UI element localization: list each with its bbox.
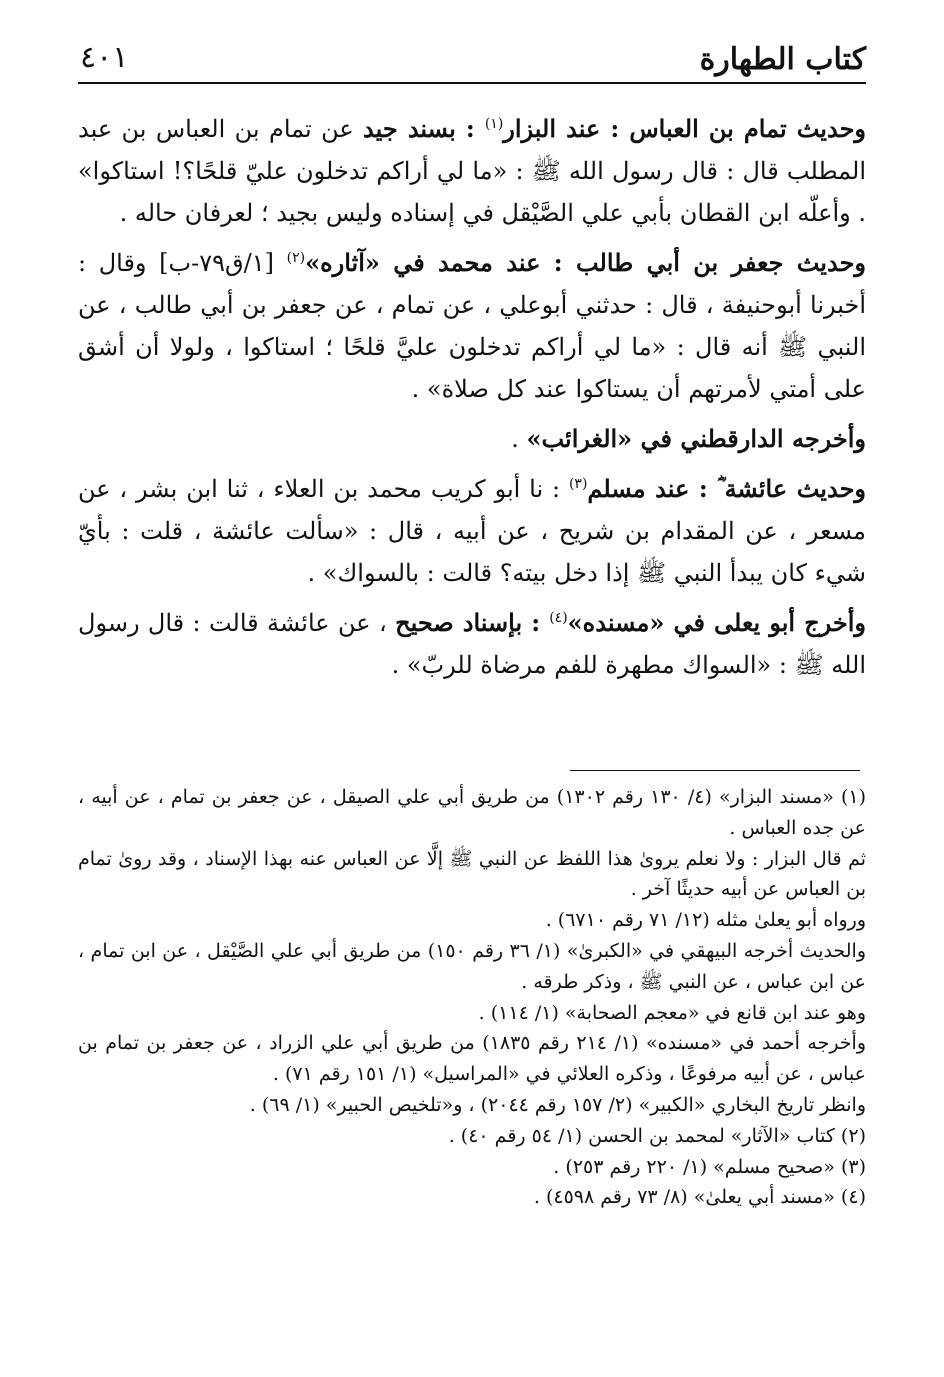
footnote-line: والحديث أخرجه البيهقي في «الكبرىٰ» (١/ ٣٦ رقم ١٥٠) من طريق أبي علي الصَّيْقل ، عن ابن تمام ، عن ابن عباس ، عن النبي ﷺ ، وذكر طرقه . (78, 939, 866, 993)
footnote-ref: (٢) (286, 250, 306, 266)
footnote-line: (١) «مسند البزار» (٤/ ١٣٠ رقم ١٣٠٢) من طريق أبي علي الصيقل ، عن جعفر بن تمام ، عن أبيه ، عن جده العباس . (78, 786, 867, 839)
paragraph-lead: وأخرج أبو يعلى في «مسنده» (567, 608, 867, 637)
paragraph (78, 418, 866, 460)
paragraph-lead: وحديث تمام بن العباس : عند البزار (503, 114, 867, 143)
paragraph-text: . (511, 425, 527, 453)
paragraph-lead: وحديث عائشة ؓ : عند مسلم (587, 474, 866, 503)
footnote-ref: (١) (484, 116, 504, 132)
paragraph-text: عن تمام بن العباس بن عبد المطلب قال : قال رسول الله ﷺ : «ما لي أراكم تدخلون عليّ قلحًا؟! استاكوا» . وأعلّه ابن القطان بأبي علي الصَّيْقل في إسناده وليس بجيد ؛ لعرفان حاله . (78, 115, 866, 227)
paragraph (78, 468, 866, 594)
footnote-ref: (٣) (568, 476, 588, 492)
footnote-line: ورواه أبو يعلىٰ مثله (١٢/ ٧١ رقم ٦٧١٠) . (545, 909, 866, 932)
footnote-ref: (٤) (549, 610, 568, 626)
page-header (78, 30, 866, 84)
footnote-line: وهو عند ابن قانع في «معجم الصحابة» (١/ ١١٤) . (478, 1001, 866, 1024)
paragraph-lead: وأخرجه الدارقطني في «الغرائب» (526, 424, 866, 453)
footnote-line: وأخرجه أحمد في «مسنده» (١/ ٢١٤ رقم ١٨٣٥) من طريق أبي علي الزراد ، عن جعفر بن تمام بن عباس ، عن أبيه مرفوعًا ، وذكره العلائي في «المراسيل» (١/ ١٥١ رقم ٧١) . (78, 1032, 867, 1086)
footnotes (78, 782, 866, 1213)
paragraph-text: : نا أبو كريب محمد بن العلاء ، ثنا ابن بشر ، عن مسعر ، عن المقدام بن شريح ، عن أبيه ، قال : «سألت عائشة ، قلت : بأيّ شيء كان يبدأ النبي ﷺ إذا دخل بيته؟ قالت : بالسواك» . (78, 475, 866, 587)
paragraph (78, 108, 866, 234)
paragraph-lead-2: : بسند جيد (363, 114, 485, 143)
paragraph (78, 242, 866, 410)
footnote-line: وانظر تاريخ البخاري «الكبير» (٢/ ١٥٧ رقم ٢٠٤٤) ، و«تلخيص الحبير» (١/ ٦٩) . (249, 1093, 866, 1116)
footnote-line: ثم قال البزار : ولا نعلم يروىٰ هذا اللفظ عن النبي ﷺ إلَّا عن العباس عنه بهذا الإسناد ، وقد روىٰ تمام بن العباس عن أبيه حديثًا آخر . (78, 847, 866, 901)
paragraph-lead: وحديث جعفر بن أبي طالب : عند محمد في «آثاره» (305, 248, 866, 277)
chapter-title: كتاب الطهارة (699, 42, 866, 77)
paragraph (78, 602, 866, 686)
main-text (78, 108, 866, 694)
paragraph-text: [١/ق٧٩-ب] وقال : أخبرنا أبوحنيفة ، قال : حدثني أبوعلي ، عن تمام ، عن جعفر بن أبي طالب ، عن النبي ﷺ أنه قال : «ما لي أراكم تدخلون عليَّ قلحًا ؛ استاكوا ، ولولا أن أشق على أمتي لأمرتهم أن يستاكوا عند كل صلاة» . (78, 249, 866, 403)
footnote-line: (٢) كتاب «الآثار» لمحمد بن الحسن (١/ ٥٤ رقم ٤٠) . (448, 1124, 866, 1147)
paragraph-text: ، عن عائشة قالت : قال رسول الله ﷺ : «السواك مطهرة للفم مرضاة للربّ» . (78, 609, 866, 679)
footnote-line: (٣) «صحيح مسلم» (١/ ٢٢٠ رقم ٢٥٣) . (553, 1155, 866, 1178)
paragraph-lead-2: : بإسناد صحيح (395, 608, 550, 637)
footnote-line: (٤) «مسند أبي يعلىٰ» (٨/ ٧٣ رقم ٤٥٩٨) . (533, 1186, 866, 1209)
footnote-divider (570, 770, 860, 771)
page-number: ٤٠١ (80, 40, 129, 75)
